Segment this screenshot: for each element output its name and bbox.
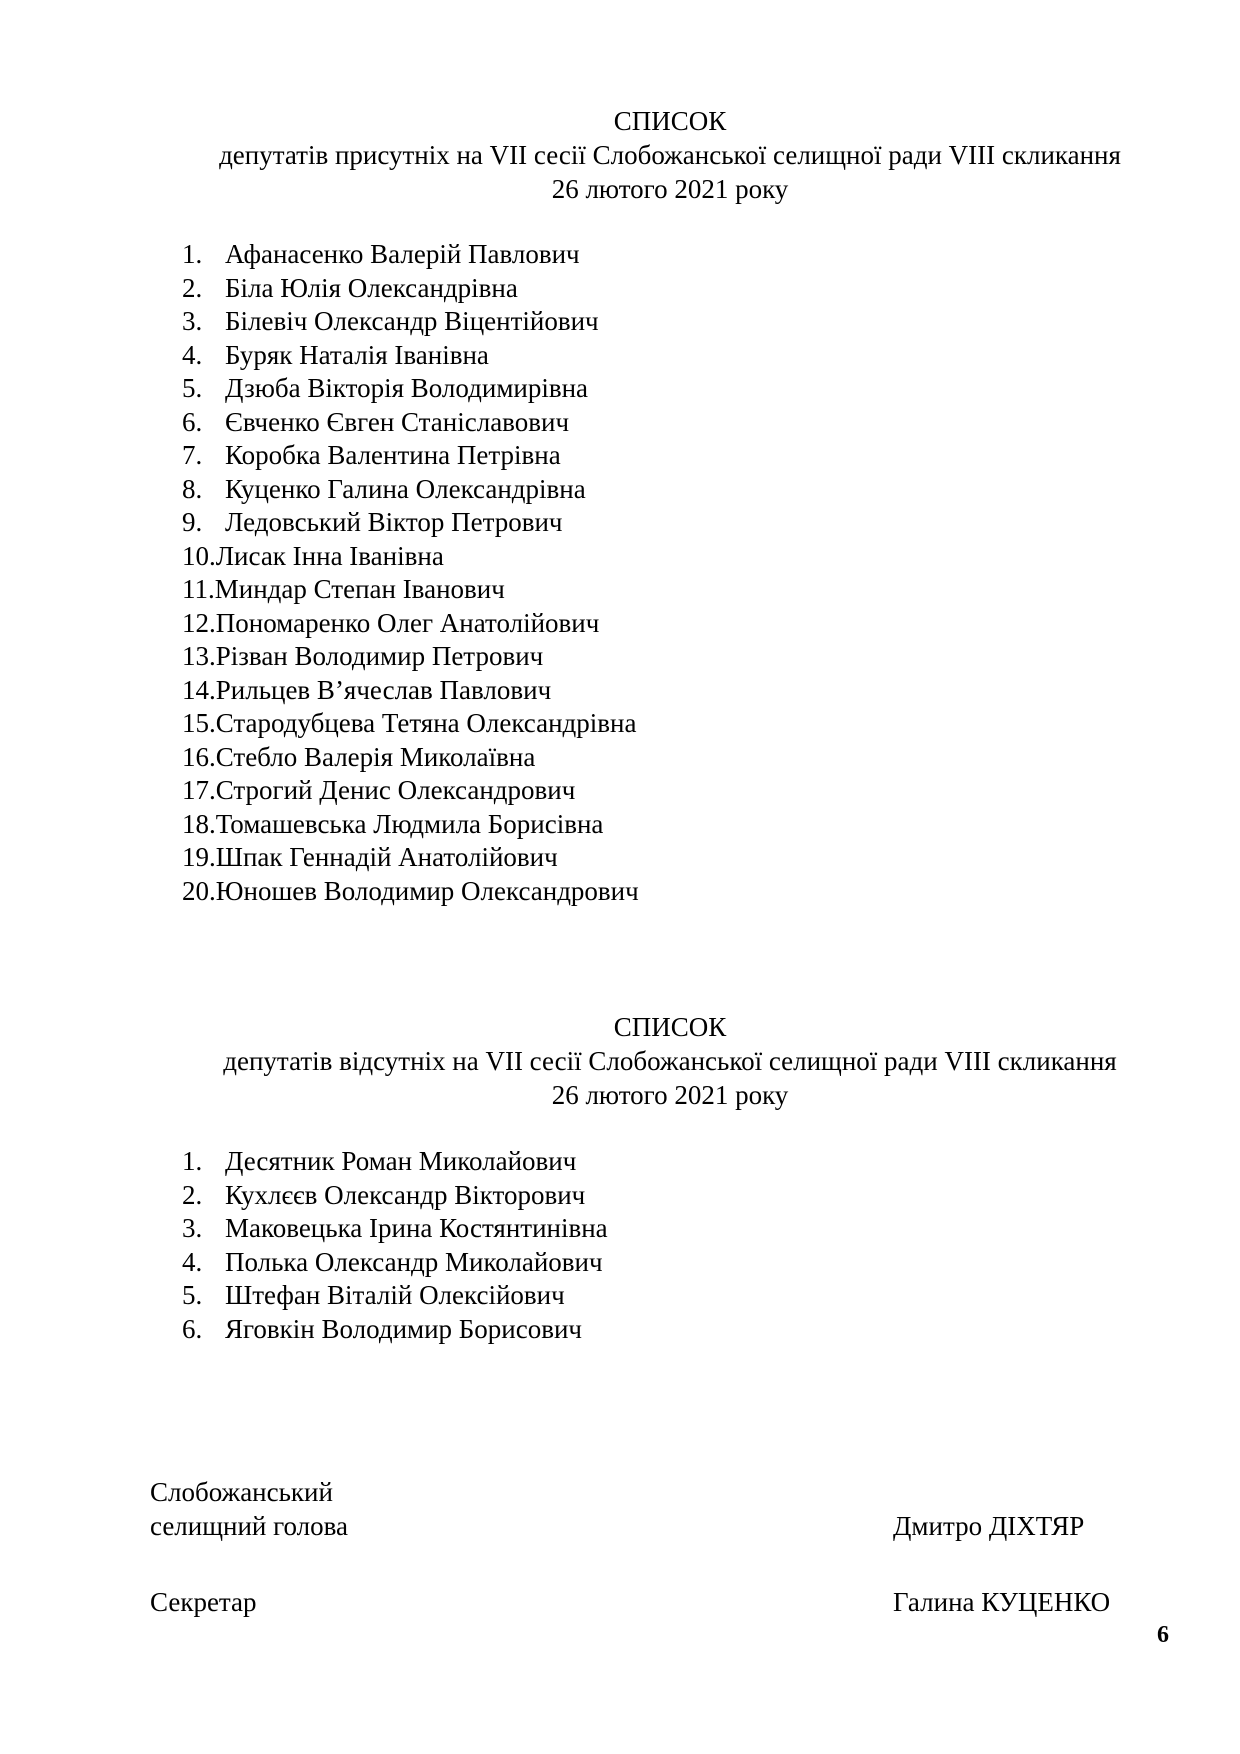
list-item bbox=[182, 1145, 608, 1179]
list-item-number: 12. bbox=[182, 607, 216, 638]
list-item-number: 2. bbox=[182, 1179, 203, 1210]
list-item-name: Пономаренко Олег Анатолійович bbox=[215, 607, 600, 638]
list-item bbox=[182, 238, 639, 272]
list-item-number: 1. bbox=[182, 239, 203, 269]
list-item-name: Дзюба Вікторія Володимирівна bbox=[225, 373, 589, 403]
list-item-number: 15. bbox=[182, 708, 216, 738]
secretary-title: Секретар bbox=[150, 1587, 257, 1617]
list-item-name: Шпак Геннадій Анатолійович bbox=[215, 842, 558, 872]
list-item-name: Полька Олександр Миколайович bbox=[225, 1246, 603, 1277]
list-item-name: Стебло Валерія Миколаївна bbox=[215, 741, 536, 772]
list-item-name: Буряк Наталія Іванівна bbox=[225, 339, 489, 370]
list-item-number: 3. bbox=[182, 306, 203, 336]
list-item bbox=[182, 1179, 608, 1213]
head-title-line2: селищний голова bbox=[150, 1511, 349, 1541]
present-deputies-list bbox=[182, 238, 639, 908]
list-item-number: 20. bbox=[182, 875, 216, 906]
list-item bbox=[182, 1313, 608, 1347]
list-item-name: Яговкін Володимир Борисович bbox=[225, 1313, 583, 1344]
list-item bbox=[182, 406, 639, 440]
list-item-name: Десятник Роман Миколайович bbox=[225, 1146, 577, 1176]
list-item bbox=[182, 841, 639, 875]
list-item bbox=[182, 640, 639, 674]
list-item-name: Євченко Євген Станіславович bbox=[225, 406, 570, 437]
list-item bbox=[182, 1212, 608, 1246]
list-item-name: Маковецька Ірина Костянтинівна bbox=[225, 1213, 608, 1243]
list-item bbox=[182, 339, 639, 373]
list-item-name: Томашевська Людмила Борисівна bbox=[215, 808, 604, 839]
list-item-name: Лисак Інна Іванівна bbox=[215, 540, 444, 571]
list-item-number: 10. bbox=[182, 540, 216, 571]
present-list-subtitle: депутатів присутніх на VІІ сесії Слобожанської селищної ради VІІІ скликання bbox=[219, 140, 1121, 170]
list-item-name: Різван Володимир Петрович bbox=[215, 641, 544, 671]
list-item-number: 11. bbox=[182, 574, 215, 604]
list-item-name: Штефан Віталій Олексійович bbox=[225, 1280, 565, 1310]
list-item-name: Афанасенко Валерій Павлович bbox=[225, 239, 580, 269]
list-item bbox=[182, 808, 639, 842]
absent-list-subtitle: депутатів відсутніх на VІІ сесії Слобожанської селищної ради VІІІ скликання bbox=[223, 1046, 1117, 1076]
list-item-number: 19. bbox=[182, 842, 216, 872]
list-item-number: 5. bbox=[182, 1280, 203, 1310]
list-item bbox=[182, 372, 639, 406]
list-item-name: Юношев Володимир Олександрович bbox=[215, 875, 639, 906]
absent-deputies-list bbox=[182, 1145, 608, 1346]
present-list-heading bbox=[150, 104, 1190, 206]
head-name: Дмитро ДІХТЯР bbox=[893, 1511, 1085, 1541]
present-list-date: 26 лютого 2021 року bbox=[551, 174, 789, 204]
secretary-name: Галина КУЦЕНКО bbox=[893, 1587, 1111, 1617]
list-item bbox=[182, 305, 639, 339]
present-list-title: СПИСОК bbox=[613, 106, 727, 136]
absent-list-heading bbox=[150, 1010, 1190, 1112]
list-item bbox=[182, 540, 639, 574]
absent-list-date: 26 лютого 2021 року bbox=[551, 1080, 789, 1110]
list-item-number: 7. bbox=[182, 440, 203, 470]
list-item-number: 17. bbox=[182, 775, 216, 805]
list-item-number: 16. bbox=[182, 741, 216, 772]
list-item-number: 13. bbox=[182, 641, 216, 671]
list-item bbox=[182, 473, 639, 507]
list-item bbox=[182, 707, 639, 741]
list-item-number: 3. bbox=[182, 1213, 203, 1243]
list-item-name: Білевіч Олександр Віцентійович bbox=[225, 306, 599, 336]
list-item-number: 9. bbox=[182, 507, 203, 537]
absent-list-title: СПИСОК bbox=[613, 1012, 727, 1042]
list-item bbox=[182, 774, 639, 808]
list-item-number: 5. bbox=[182, 373, 203, 403]
list-item-name: Стародубцева Тетяна Олександрівна bbox=[215, 708, 637, 738]
list-item-name: Біла Юлія Олександрівна bbox=[225, 272, 518, 303]
list-item-number: 18. bbox=[182, 808, 216, 839]
list-item bbox=[182, 439, 639, 473]
list-item-name: Ледовський Віктор Петрович bbox=[225, 507, 563, 537]
list-item-number: 2. bbox=[182, 272, 203, 303]
list-item-name: Миндар Степан Іванович bbox=[214, 574, 505, 604]
list-item-name: Рильцев В’ячеслав Павлович bbox=[215, 674, 552, 705]
list-item bbox=[182, 875, 639, 909]
list-item bbox=[182, 607, 639, 641]
list-item-number: 4. bbox=[182, 339, 203, 370]
list-item-name: Строгий Денис Олександрович bbox=[215, 775, 576, 805]
list-item bbox=[182, 506, 639, 540]
list-item bbox=[182, 573, 639, 607]
list-item bbox=[182, 272, 639, 306]
head-title-line1: Слобожанський bbox=[150, 1477, 333, 1507]
page-number: 6 bbox=[1157, 1622, 1169, 1648]
list-item-name: Кухлєєв Олександр Вікторович bbox=[225, 1179, 586, 1210]
list-item-number: 6. bbox=[182, 1313, 203, 1344]
list-item-number: 1. bbox=[182, 1146, 203, 1176]
list-item bbox=[182, 1246, 608, 1280]
list-item-number: 4. bbox=[182, 1246, 203, 1277]
list-item-name: Коробка Валентина Петрівна bbox=[225, 440, 561, 470]
list-item-name: Куценко Галина Олександрівна bbox=[225, 473, 586, 504]
list-item-number: 6. bbox=[182, 406, 203, 437]
list-item-number: 8. bbox=[182, 473, 203, 504]
list-item bbox=[182, 674, 639, 708]
list-item-number: 14. bbox=[182, 674, 216, 705]
list-item bbox=[182, 741, 639, 775]
list-item bbox=[182, 1279, 608, 1313]
